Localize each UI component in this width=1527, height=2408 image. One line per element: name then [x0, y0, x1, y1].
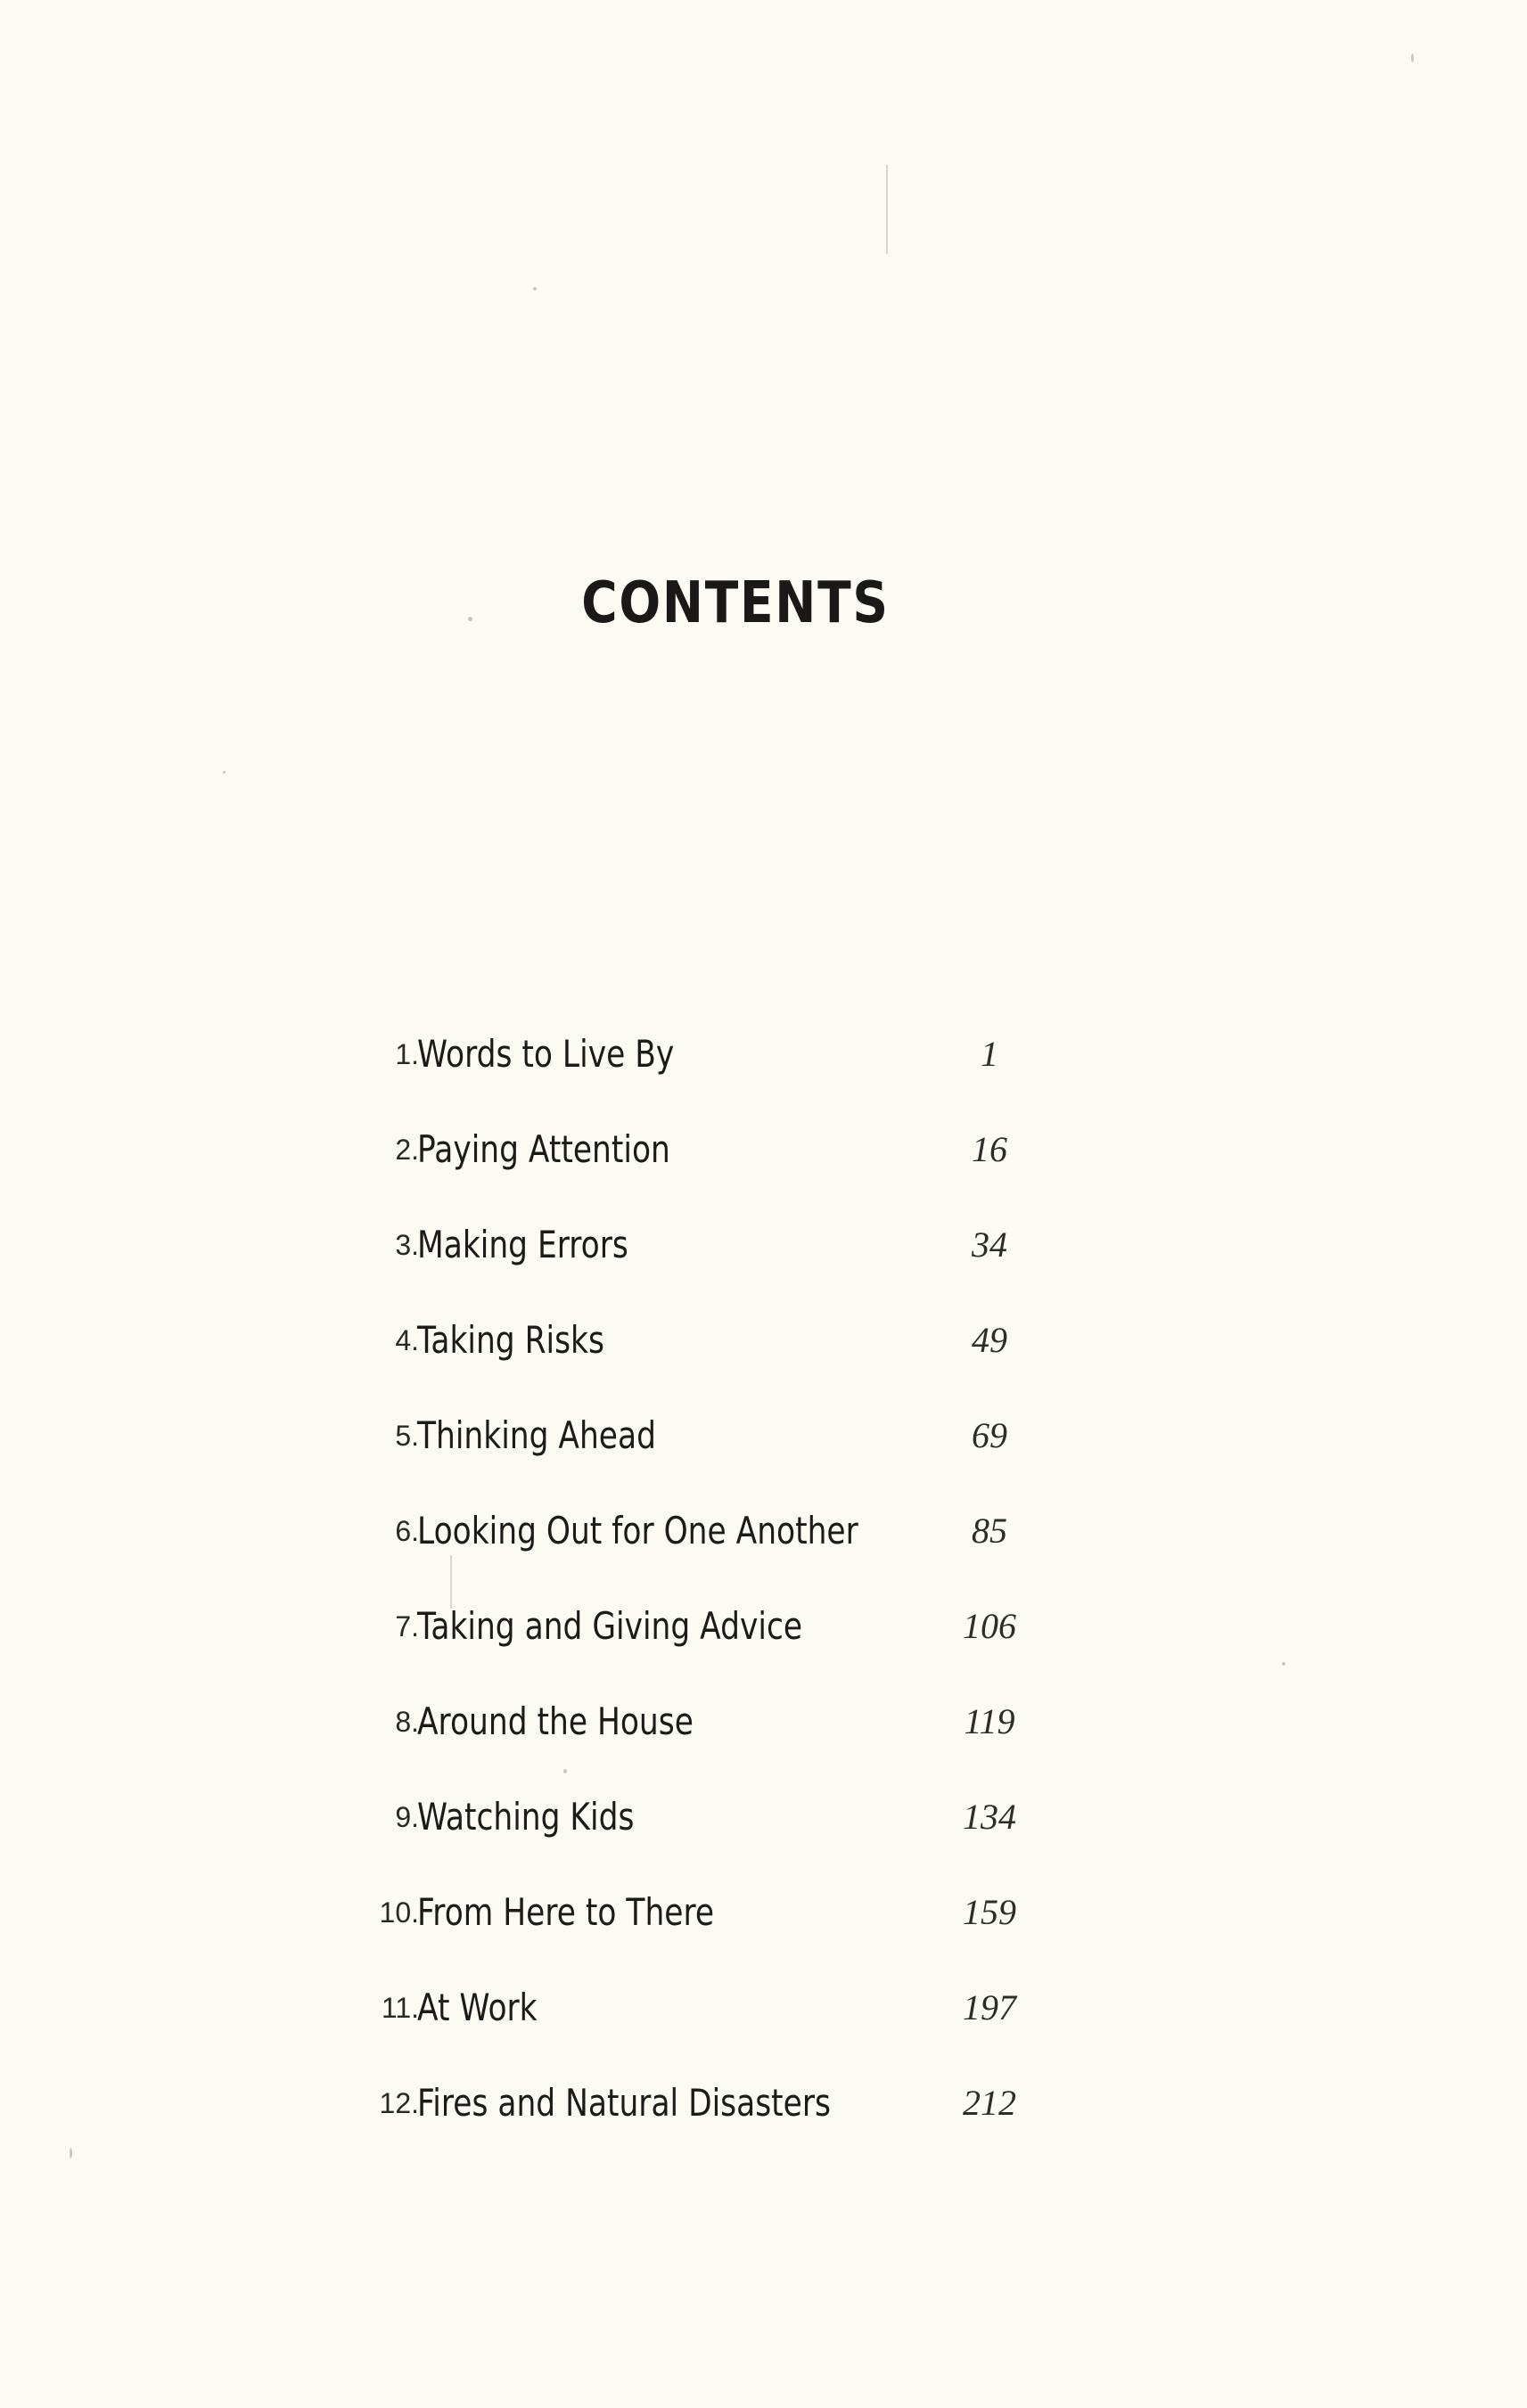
- page-number: 119: [964, 1701, 1015, 1741]
- toc-entry[interactable]: [365, 2074, 1079, 2169]
- table-of-contents: [365, 1025, 1079, 2169]
- page-number: 1: [981, 1034, 998, 1074]
- page-number: 197: [963, 1987, 1016, 2027]
- scan-speck: [533, 287, 537, 291]
- page-number: 134: [963, 1797, 1016, 1837]
- page-title: CONTENTS: [581, 570, 890, 636]
- page-number: 106: [963, 1606, 1016, 1646]
- page-number: 34: [972, 1224, 1007, 1265]
- page-number: 212: [963, 2083, 1016, 2123]
- chapter-title: Looking Out for One Another: [417, 1509, 858, 1552]
- chapter-title: Fires and Natural Disasters: [417, 2081, 831, 2125]
- chapter-number: 9.: [395, 1801, 419, 1833]
- toc-entry[interactable]: [365, 1216, 1079, 1311]
- scan-speck: [223, 771, 226, 774]
- toc-entry[interactable]: [365, 1788, 1079, 1883]
- chapter-title: Words to Live By: [417, 1032, 675, 1076]
- chapter-number: 5.: [395, 1420, 419, 1452]
- chapter-title: Around the House: [417, 1700, 694, 1743]
- page-number: 16: [972, 1129, 1007, 1169]
- scan-speck: [70, 2148, 72, 2158]
- toc-entry[interactable]: [365, 1883, 1079, 1978]
- chapter-title: Watching Kids: [417, 1795, 635, 1839]
- toc-entry[interactable]: [365, 1120, 1079, 1216]
- toc-entry[interactable]: [365, 1406, 1079, 1502]
- chapter-title: Taking and Giving Advice: [417, 1604, 803, 1648]
- toc-entry[interactable]: [365, 1502, 1079, 1597]
- chapter-title: Making Errors: [417, 1223, 628, 1266]
- toc-entry[interactable]: [365, 1597, 1079, 1692]
- toc-entry[interactable]: [365, 1025, 1079, 1120]
- chapter-number: 7.: [395, 1610, 419, 1642]
- scan-speck: [1411, 53, 1414, 62]
- chapter-title: Paying Attention: [417, 1127, 670, 1171]
- chapter-number: 11.: [381, 1992, 419, 2024]
- page-number: 69: [972, 1415, 1007, 1455]
- toc-entry[interactable]: [365, 1311, 1079, 1406]
- toc-entry[interactable]: [365, 1978, 1079, 2074]
- chapter-number: 12.: [379, 2087, 419, 2119]
- page-number: 85: [972, 1511, 1007, 1551]
- chapter-title: At Work: [417, 1986, 538, 2029]
- chapter-title: Thinking Ahead: [417, 1413, 656, 1457]
- chapter-number: 1.: [395, 1038, 419, 1070]
- toc-entry[interactable]: [365, 1692, 1079, 1788]
- chapter-number: 8.: [395, 1706, 419, 1738]
- chapter-title: Taking Risks: [417, 1318, 604, 1362]
- chapter-number: 2.: [395, 1134, 419, 1166]
- chapter-number: 4.: [395, 1324, 419, 1356]
- chapter-number: 10.: [379, 1896, 419, 1929]
- chapter-number: 3.: [395, 1229, 419, 1261]
- chapter-number: 6.: [395, 1515, 419, 1547]
- scan-mark: [886, 165, 888, 254]
- page-number: 49: [972, 1320, 1007, 1360]
- scan-speck: [1282, 1662, 1285, 1666]
- page-number: 159: [963, 1892, 1016, 1932]
- chapter-title: From Here to There: [417, 1890, 715, 1934]
